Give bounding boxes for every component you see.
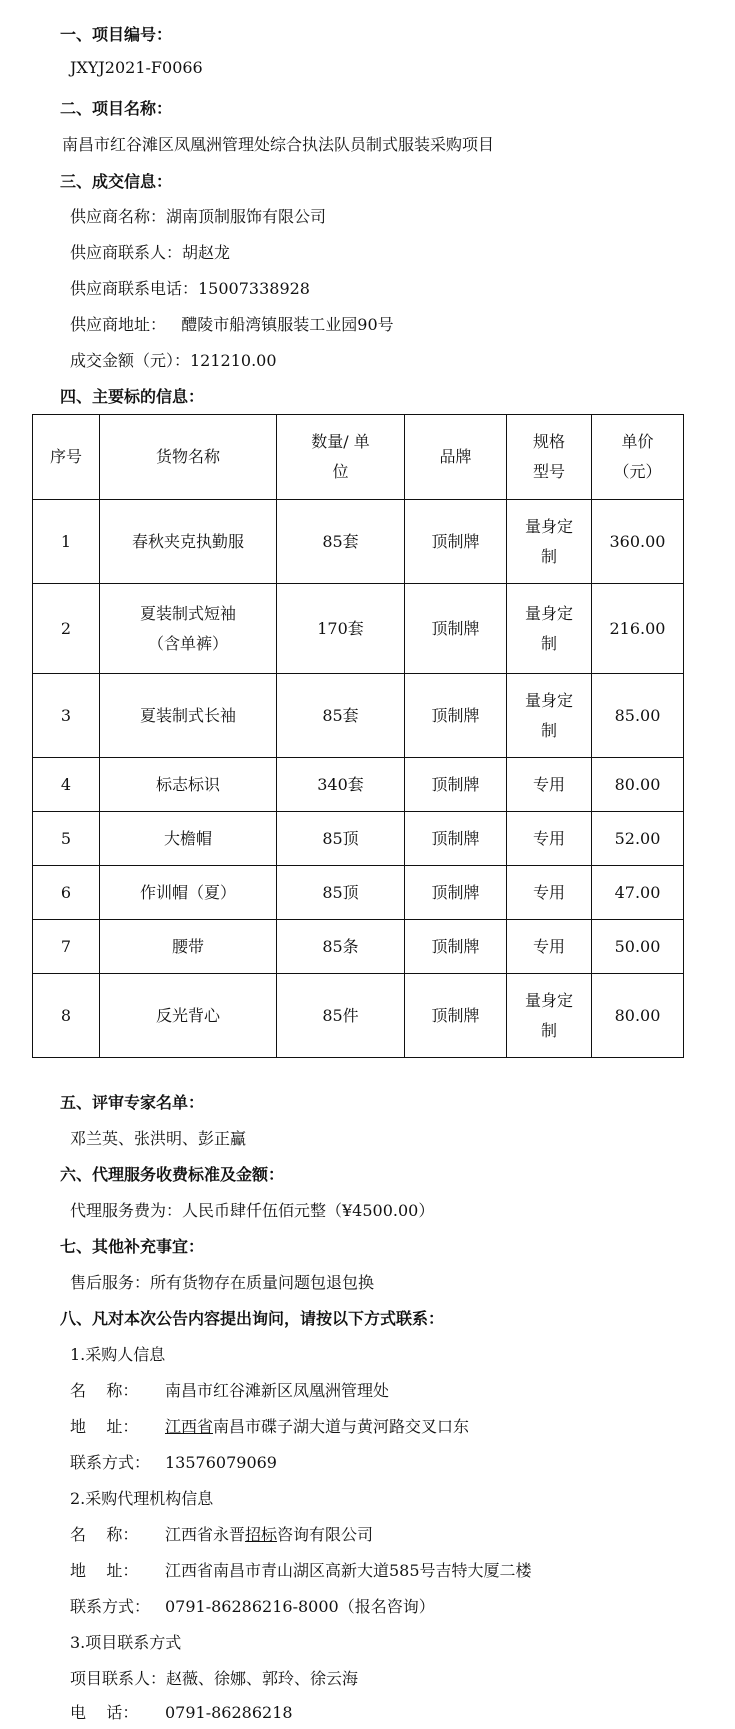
cell-price: 216.00 bbox=[592, 584, 684, 674]
cell-no: 3 bbox=[33, 674, 100, 758]
project-number: JXYJ2021-F0066 bbox=[70, 58, 203, 77]
cell-brand: 顶制牌 bbox=[405, 674, 507, 758]
cell-brand: 顶制牌 bbox=[405, 500, 507, 584]
cell-qty: 85顶 bbox=[277, 866, 405, 920]
cell-no: 2 bbox=[33, 584, 100, 674]
cell-spec: 专用 bbox=[507, 866, 592, 920]
cell-brand: 顶制牌 bbox=[405, 584, 507, 674]
items-table bbox=[32, 414, 684, 1058]
table-header-row bbox=[33, 415, 684, 500]
purchaser-contact: 联系方式： 13576079069 bbox=[70, 1453, 277, 1472]
purchaser-title: 1.采购人信息 bbox=[70, 1345, 166, 1364]
cell-spec: 量身定 制 bbox=[507, 500, 592, 584]
cell-no: 5 bbox=[33, 812, 100, 866]
cell-price: 360.00 bbox=[592, 500, 684, 584]
cell-price: 80.00 bbox=[592, 758, 684, 812]
cell-price: 52.00 bbox=[592, 812, 684, 866]
cell-qty: 85条 bbox=[277, 920, 405, 974]
supplier-phone: 供应商联系电话：15007338928 bbox=[70, 279, 310, 298]
cell-no: 8 bbox=[33, 974, 100, 1058]
col-no: 序号 bbox=[33, 415, 100, 500]
cell-qty: 85套 bbox=[277, 500, 405, 584]
cell-name: 作训帽（夏） bbox=[100, 866, 277, 920]
cell-price: 80.00 bbox=[592, 974, 684, 1058]
cell-spec: 量身定 制 bbox=[507, 584, 592, 674]
s4-heading: 四、主要标的信息： bbox=[60, 387, 205, 406]
cell-brand: 顶制牌 bbox=[405, 866, 507, 920]
cell-price: 85.00 bbox=[592, 674, 684, 758]
supplier-name: 供应商名称：湖南顶制服饰有限公司 bbox=[70, 207, 327, 226]
cell-spec: 专用 bbox=[507, 812, 592, 866]
cell-qty: 170套 bbox=[277, 584, 405, 674]
cell-name: 大檐帽 bbox=[100, 812, 277, 866]
agency-name: 名 称： 江西省永晋招标咨询有限公司 bbox=[70, 1525, 374, 1544]
cell-no: 4 bbox=[33, 758, 100, 812]
cell-no: 6 bbox=[33, 866, 100, 920]
cell-spec: 专用 bbox=[507, 758, 592, 812]
col-price: 单价 （元） bbox=[592, 415, 684, 500]
col-qty: 数量/ 单 位 bbox=[277, 415, 405, 500]
table-row bbox=[33, 758, 684, 812]
cell-name: 腰带 bbox=[100, 920, 277, 974]
cell-brand: 顶制牌 bbox=[405, 974, 507, 1058]
cell-brand: 顶制牌 bbox=[405, 758, 507, 812]
s8-heading: 八、凡对本次公告内容提出询问，请按以下方式联系： bbox=[60, 1309, 445, 1328]
table-row bbox=[33, 812, 684, 866]
experts: 邓兰英、张洪明、彭正鸁 bbox=[70, 1129, 247, 1148]
cell-name: 夏装制式长袖 bbox=[100, 674, 277, 758]
cell-no: 1 bbox=[33, 500, 100, 584]
cell-spec: 量身定 制 bbox=[507, 974, 592, 1058]
supplier-contact: 供应商联系人：胡赵龙 bbox=[70, 243, 231, 262]
supplier-address: 供应商地址： 醴陵市船湾镇服装工业园90号 bbox=[70, 315, 394, 334]
project-contact-title: 3.项目联系方式 bbox=[70, 1633, 182, 1652]
project-name: 南昌市红谷滩区凤凰洲管理处综合执法队员制式服装采购项目 bbox=[62, 135, 495, 154]
table-row bbox=[33, 974, 684, 1058]
purchaser-name: 名 称： 南昌市红谷滩新区凤凰洲管理处 bbox=[70, 1381, 390, 1400]
s1-heading: 一、项目编号： bbox=[60, 25, 173, 44]
col-name: 货物名称 bbox=[100, 415, 277, 500]
cell-qty: 85件 bbox=[277, 974, 405, 1058]
after-sales: 售后服务：所有货物存在质量问题包退包换 bbox=[70, 1273, 375, 1292]
s5-heading: 五、评审专家名单： bbox=[60, 1093, 205, 1112]
cell-spec: 量身定 制 bbox=[507, 674, 592, 758]
agency-contact: 联系方式： 0791-86286216-8000（报名咨询） bbox=[70, 1597, 435, 1616]
cell-no: 7 bbox=[33, 920, 100, 974]
cell-name: 标志标识 bbox=[100, 758, 277, 812]
s7-heading: 七、其他补充事宜： bbox=[60, 1237, 205, 1256]
cell-name: 反光背心 bbox=[100, 974, 277, 1058]
table-row bbox=[33, 674, 684, 758]
project-contact-people: 项目联系人：赵薇、徐娜、郭玲、徐云海 bbox=[70, 1669, 359, 1688]
col-spec: 规格 型号 bbox=[507, 415, 592, 500]
table-row bbox=[33, 866, 684, 920]
cell-qty: 85顶 bbox=[277, 812, 405, 866]
cell-name: 春秋夹克执勤服 bbox=[100, 500, 277, 584]
s6-heading: 六、代理服务收费标准及金额： bbox=[60, 1165, 285, 1184]
table-row bbox=[33, 920, 684, 974]
cell-spec: 专用 bbox=[507, 920, 592, 974]
purchaser-address: 地 址： 江西省南昌市碟子湖大道与黄河路交叉口东 bbox=[70, 1417, 470, 1436]
deal-amount: 成交金额（元）：121210.00 bbox=[70, 351, 277, 370]
agency-address: 地 址： 江西省南昌市青山湖区高新大道585号吉特大厦二楼 bbox=[70, 1561, 532, 1580]
cell-qty: 340套 bbox=[277, 758, 405, 812]
project-phone: 电 话： 0791-86286218 bbox=[70, 1703, 293, 1722]
cell-brand: 顶制牌 bbox=[405, 812, 507, 866]
agency-title: 2.采购代理机构信息 bbox=[70, 1489, 214, 1508]
cell-price: 50.00 bbox=[592, 920, 684, 974]
table-row bbox=[33, 500, 684, 584]
s2-heading: 二、项目名称： bbox=[60, 99, 173, 118]
table-row bbox=[33, 584, 684, 674]
cell-price: 47.00 bbox=[592, 866, 684, 920]
s3-heading: 三、成交信息： bbox=[60, 172, 173, 191]
cell-brand: 顶制牌 bbox=[405, 920, 507, 974]
cell-name: 夏装制式短袖 （含单裤） bbox=[100, 584, 277, 674]
col-brand: 品牌 bbox=[405, 415, 507, 500]
cell-qty: 85套 bbox=[277, 674, 405, 758]
agency-fee: 代理服务费为：人民币肆仟伍佰元整（¥4500.00） bbox=[70, 1201, 435, 1220]
